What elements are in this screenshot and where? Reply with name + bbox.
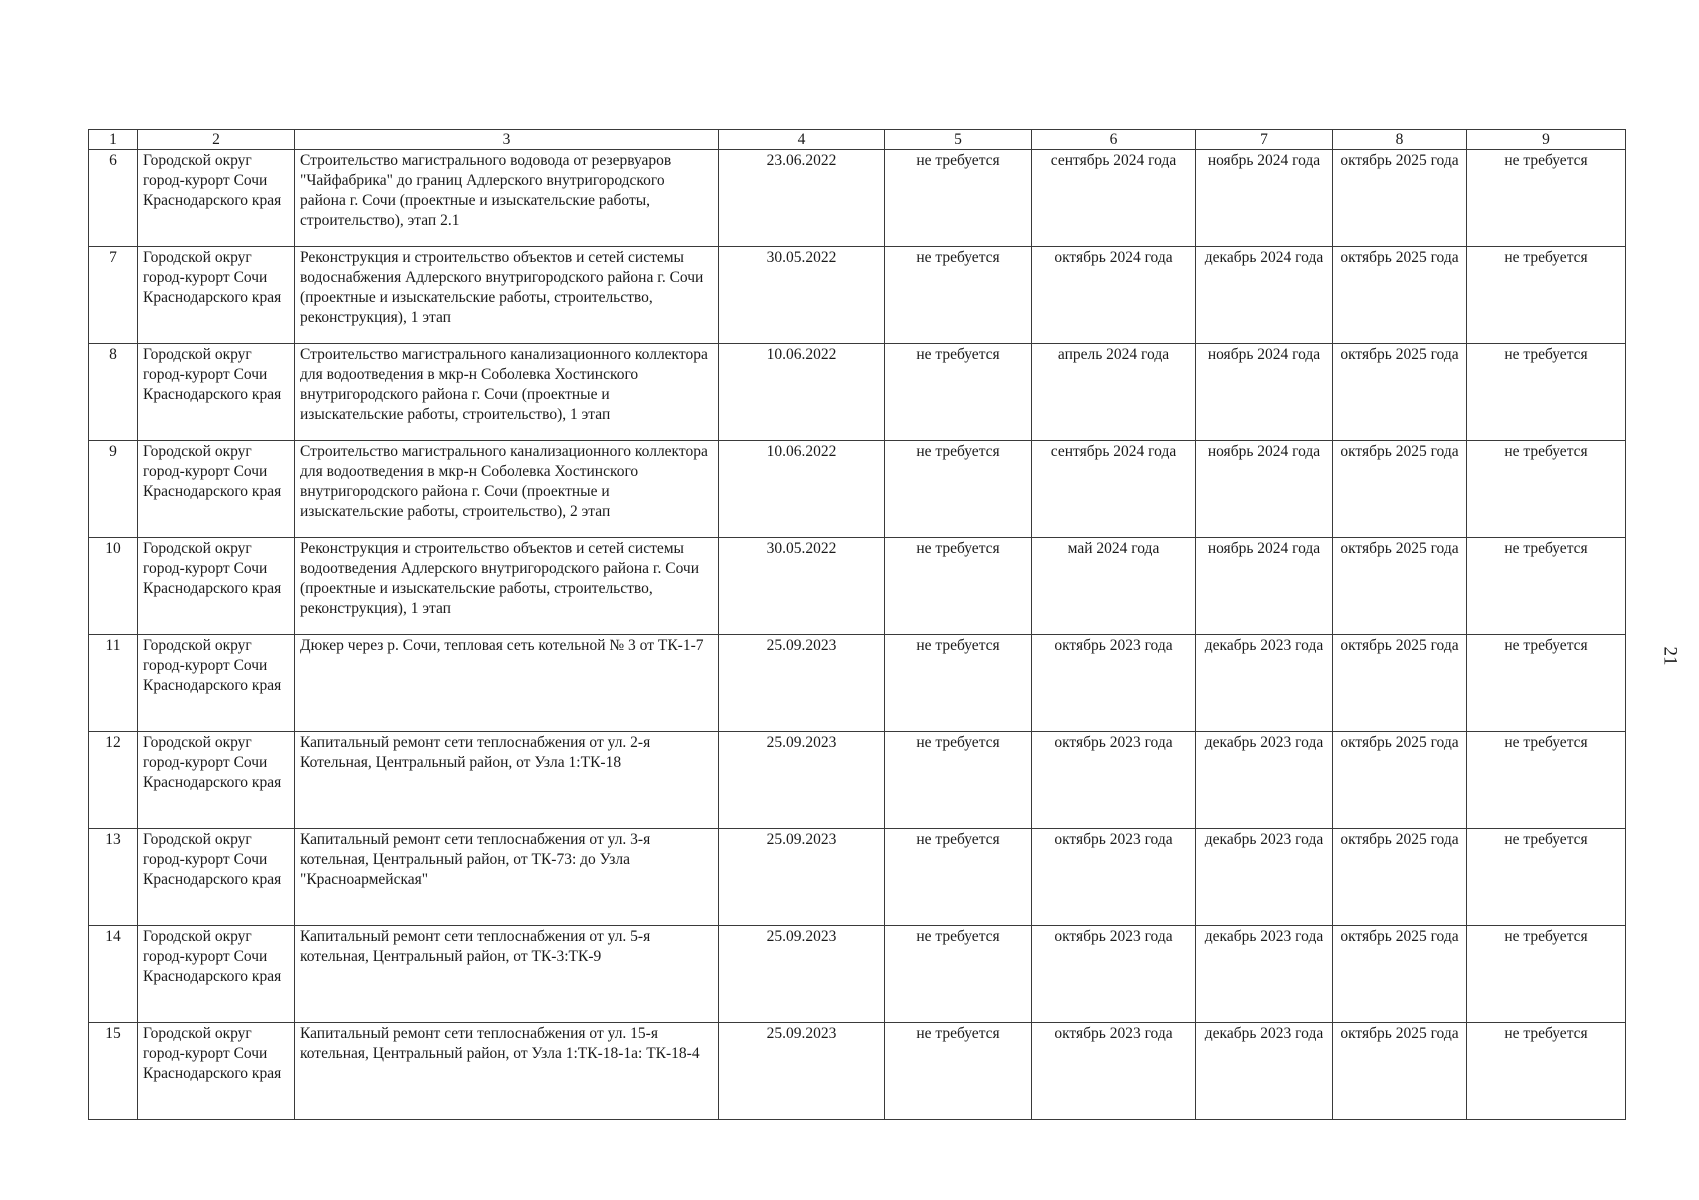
table-row	[89, 1023, 1626, 1120]
col8-cell: октябрь 2025 года	[1333, 926, 1467, 1023]
table-row	[89, 150, 1626, 247]
table-row	[89, 441, 1626, 538]
row-number: 11	[89, 635, 138, 732]
region-cell: Городской округ город-курорт Сочи Краснодарского края	[138, 247, 295, 344]
col8-cell: октябрь 2025 года	[1333, 441, 1467, 538]
col7-cell: декабрь 2023 года	[1196, 1023, 1333, 1120]
row-number: 9	[89, 441, 138, 538]
col5-cell: не требуется	[885, 538, 1032, 635]
region-cell: Городской округ город-курорт Сочи Краснодарского края	[138, 538, 295, 635]
col7-cell: декабрь 2023 года	[1196, 635, 1333, 732]
col8-cell: октябрь 2025 года	[1333, 732, 1467, 829]
col9-cell: не требуется	[1467, 344, 1626, 441]
date-cell: 25.09.2023	[719, 926, 885, 1023]
date-cell: 23.06.2022	[719, 150, 885, 247]
col7-cell: декабрь 2023 года	[1196, 732, 1333, 829]
col5-cell: не требуется	[885, 732, 1032, 829]
col8-cell: октябрь 2025 года	[1333, 150, 1467, 247]
table-body	[89, 150, 1626, 1120]
region-cell: Городской округ город-курорт Сочи Краснодарского края	[138, 441, 295, 538]
header-cell: 4	[719, 130, 885, 150]
row-number: 13	[89, 829, 138, 926]
region-cell: Городской округ город-курорт Сочи Краснодарского края	[138, 150, 295, 247]
description-cell: Капитальный ремонт сети теплоснабжения от ул. 3-я котельная, Центральный район, от ТК-73: до Узла "Красноармейская"	[295, 829, 719, 926]
col9-cell: не требуется	[1467, 1023, 1626, 1120]
region-cell: Городской округ город-курорт Сочи Краснодарского края	[138, 732, 295, 829]
table-row	[89, 344, 1626, 441]
col5-cell: не требуется	[885, 926, 1032, 1023]
table-row	[89, 926, 1626, 1023]
col9-cell: не требуется	[1467, 441, 1626, 538]
date-cell: 30.05.2022	[719, 538, 885, 635]
header-cell: 6	[1032, 130, 1196, 150]
description-cell: Реконструкция и строительство объектов и сетей системы водоснабжения Адлерского внутригородского района г. Сочи (проектные и изыскательские работы, строительство, реконструкция), 1 этап	[295, 247, 719, 344]
description-cell: Капитальный ремонт сети теплоснабжения от ул. 15-я котельная, Центральный район, от Узла 1:ТК-18-1а: ТК-18-4	[295, 1023, 719, 1120]
col6-cell: октябрь 2024 года	[1032, 247, 1196, 344]
table-row	[89, 538, 1626, 635]
col6-cell: сентябрь 2024 года	[1032, 150, 1196, 247]
description-cell: Дюкер через р. Сочи, тепловая сеть котельной № 3 от ТК-1-7	[295, 635, 719, 732]
description-cell: Капитальный ремонт сети теплоснабжения от ул. 2-я Котельная, Центральный район, от Узла 1:ТК-18	[295, 732, 719, 829]
col8-cell: октябрь 2025 года	[1333, 635, 1467, 732]
header-cell: 8	[1333, 130, 1467, 150]
col9-cell: не требуется	[1467, 247, 1626, 344]
page-number: 21	[1659, 646, 1681, 666]
region-cell: Городской округ город-курорт Сочи Краснодарского края	[138, 635, 295, 732]
col6-cell: октябрь 2023 года	[1032, 829, 1196, 926]
col7-cell: ноябрь 2024 года	[1196, 150, 1333, 247]
col5-cell: не требуется	[885, 441, 1032, 538]
col8-cell: октябрь 2025 года	[1333, 344, 1467, 441]
header-cell: 2	[138, 130, 295, 150]
header-cell: 7	[1196, 130, 1333, 150]
col8-cell: октябрь 2025 года	[1333, 247, 1467, 344]
col8-cell: октябрь 2025 года	[1333, 538, 1467, 635]
col7-cell: ноябрь 2024 года	[1196, 538, 1333, 635]
col7-cell: ноябрь 2024 года	[1196, 344, 1333, 441]
col7-cell: декабрь 2024 года	[1196, 247, 1333, 344]
col8-cell: октябрь 2025 года	[1333, 1023, 1467, 1120]
date-cell: 10.06.2022	[719, 344, 885, 441]
description-cell: Строительство магистрального канализационного коллектора для водоотведения в мкр-н Соболевка Хостинского внутригородского района г. Сочи (проектные и изыскательские работы, строительство), 2 этап	[295, 441, 719, 538]
date-cell: 25.09.2023	[719, 829, 885, 926]
col7-cell: декабрь 2023 года	[1196, 829, 1333, 926]
schedule-table	[88, 129, 1626, 1120]
description-cell: Реконструкция и строительство объектов и сетей системы водоотведения Адлерского внутригородского района г. Сочи (проектные и изыскательские работы, строительство, реконструкция), 1 этап	[295, 538, 719, 635]
col6-cell: октябрь 2023 года	[1032, 732, 1196, 829]
col9-cell: не требуется	[1467, 926, 1626, 1023]
col7-cell: ноябрь 2024 года	[1196, 441, 1333, 538]
col8-cell: октябрь 2025 года	[1333, 829, 1467, 926]
header-cell: 3	[295, 130, 719, 150]
region-cell: Городской округ город-курорт Сочи Краснодарского края	[138, 344, 295, 441]
header-cell: 9	[1467, 130, 1626, 150]
description-cell: Строительство магистрального канализационного коллектора для водоотведения в мкр-н Соболевка Хостинского внутригородского района г. Сочи (проектные и изыскательские работы, строительство), 1 этап	[295, 344, 719, 441]
date-cell: 25.09.2023	[719, 1023, 885, 1120]
header-cell: 1	[89, 130, 138, 150]
row-number: 14	[89, 926, 138, 1023]
row-number: 7	[89, 247, 138, 344]
row-number: 12	[89, 732, 138, 829]
region-cell: Городской округ город-курорт Сочи Краснодарского края	[138, 829, 295, 926]
row-number: 6	[89, 150, 138, 247]
col5-cell: не требуется	[885, 1023, 1032, 1120]
table-row	[89, 247, 1626, 344]
table-row	[89, 635, 1626, 732]
col9-cell: не требуется	[1467, 635, 1626, 732]
row-number: 15	[89, 1023, 138, 1120]
col9-cell: не требуется	[1467, 732, 1626, 829]
col5-cell: не требуется	[885, 635, 1032, 732]
col6-cell: октябрь 2023 года	[1032, 926, 1196, 1023]
region-cell: Городской округ город-курорт Сочи Краснодарского края	[138, 1023, 295, 1120]
header-cell: 5	[885, 130, 1032, 150]
col5-cell: не требуется	[885, 829, 1032, 926]
col9-cell: не требуется	[1467, 150, 1626, 247]
date-cell: 10.06.2022	[719, 441, 885, 538]
col6-cell: сентябрь 2024 года	[1032, 441, 1196, 538]
date-cell: 30.05.2022	[719, 247, 885, 344]
col6-cell: октябрь 2023 года	[1032, 1023, 1196, 1120]
table-header	[89, 130, 1626, 150]
col5-cell: не требуется	[885, 247, 1032, 344]
col6-cell: май 2024 года	[1032, 538, 1196, 635]
table-row	[89, 829, 1626, 926]
col5-cell: не требуется	[885, 344, 1032, 441]
col6-cell: апрель 2024 года	[1032, 344, 1196, 441]
date-cell: 25.09.2023	[719, 635, 885, 732]
col9-cell: не требуется	[1467, 829, 1626, 926]
description-cell: Строительство магистрального водовода от резервуаров "Чайфабрика" до границ Адлерского внутригородского района г. Сочи (проектные и изыскательские работы, строительство), этап 2.1	[295, 150, 719, 247]
region-cell: Городской округ город-курорт Сочи Краснодарского края	[138, 926, 295, 1023]
description-cell: Капитальный ремонт сети теплоснабжения от ул. 5-я котельная, Центральный район, от ТК-3:ТК-9	[295, 926, 719, 1023]
row-number: 10	[89, 538, 138, 635]
col5-cell: не требуется	[885, 150, 1032, 247]
row-number: 8	[89, 344, 138, 441]
col7-cell: декабрь 2023 года	[1196, 926, 1333, 1023]
col9-cell: не требуется	[1467, 538, 1626, 635]
col6-cell: октябрь 2023 года	[1032, 635, 1196, 732]
date-cell: 25.09.2023	[719, 732, 885, 829]
table-row	[89, 732, 1626, 829]
header-row	[89, 130, 1626, 150]
